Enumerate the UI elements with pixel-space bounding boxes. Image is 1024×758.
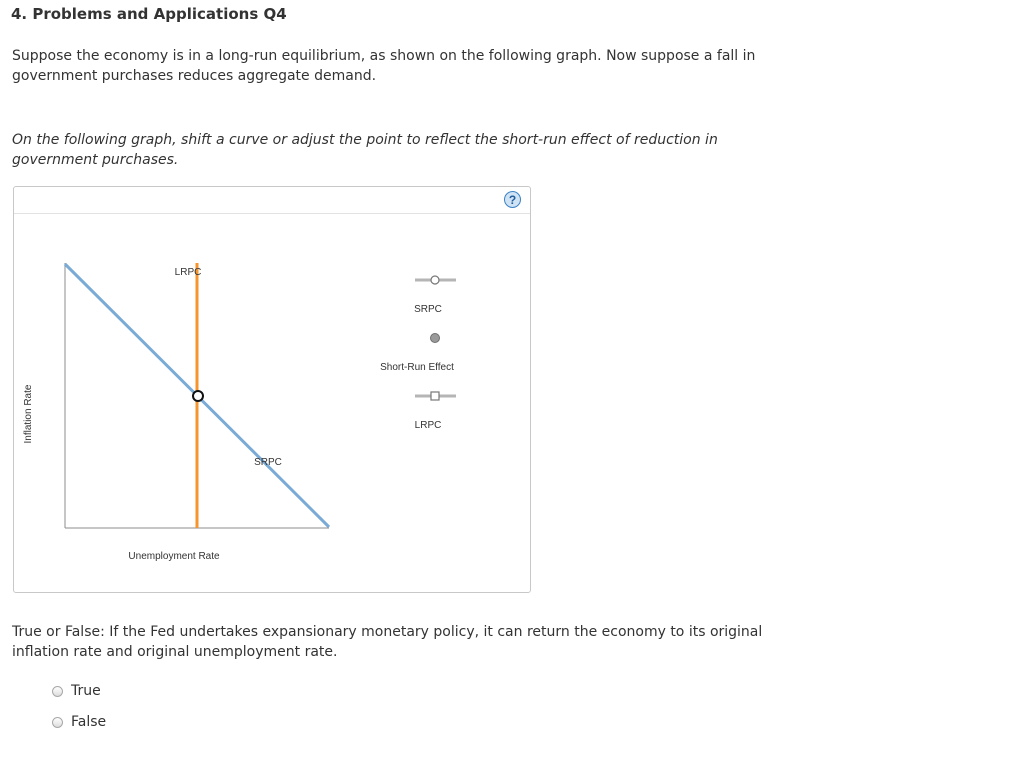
line-circle-tool-icon <box>431 276 439 284</box>
instruction-text: On the following graph, shift a curve or adjust the point to reflect the short-run effect of reduction in government purchases. <box>12 132 718 168</box>
lrpc-tool[interactable] <box>415 392 456 431</box>
radio-false[interactable] <box>52 717 63 728</box>
short-run-effect-tool[interactable] <box>380 334 454 374</box>
short-run-effect-tool-label: Short-Run Effect <box>380 362 454 373</box>
line-square-tool-icon <box>431 392 439 400</box>
point-tool-icon <box>431 334 440 343</box>
answer-label-false: False <box>71 714 107 730</box>
lrpc-curve-label: LRPC <box>174 267 202 278</box>
radio-true[interactable] <box>52 686 63 697</box>
help-icon[interactable]: ? <box>504 191 521 208</box>
srpc-tool[interactable] <box>414 276 456 315</box>
srpc-curve-label: SRPC <box>254 457 282 468</box>
phillips-curve-graph <box>14 187 530 592</box>
answer-option-false[interactable] <box>52 711 106 733</box>
y-axis-label: Inflation Rate <box>23 384 34 444</box>
answer-label-true: True <box>71 683 101 699</box>
equilibrium-point[interactable] <box>193 391 203 401</box>
answer-option-true[interactable] <box>52 680 101 702</box>
graph-panel <box>13 186 531 593</box>
page-title: 4. Problems and Applications Q4 <box>11 5 287 23</box>
x-axis-label: Unemployment Rate <box>128 551 220 562</box>
intro-text: Suppose the economy is in a long-run equilibrium, as shown on the following graph. Now suppose a fall in government purchases reduces aggregate demand. <box>12 48 756 84</box>
lrpc-tool-label: LRPC <box>414 420 442 431</box>
question-text: True or False: If the Fed undertakes expansionary monetary policy, it can return the economy to its original inflation rate and original unemployment rate. <box>12 624 763 660</box>
srpc-tool-label: SRPC <box>414 304 442 315</box>
